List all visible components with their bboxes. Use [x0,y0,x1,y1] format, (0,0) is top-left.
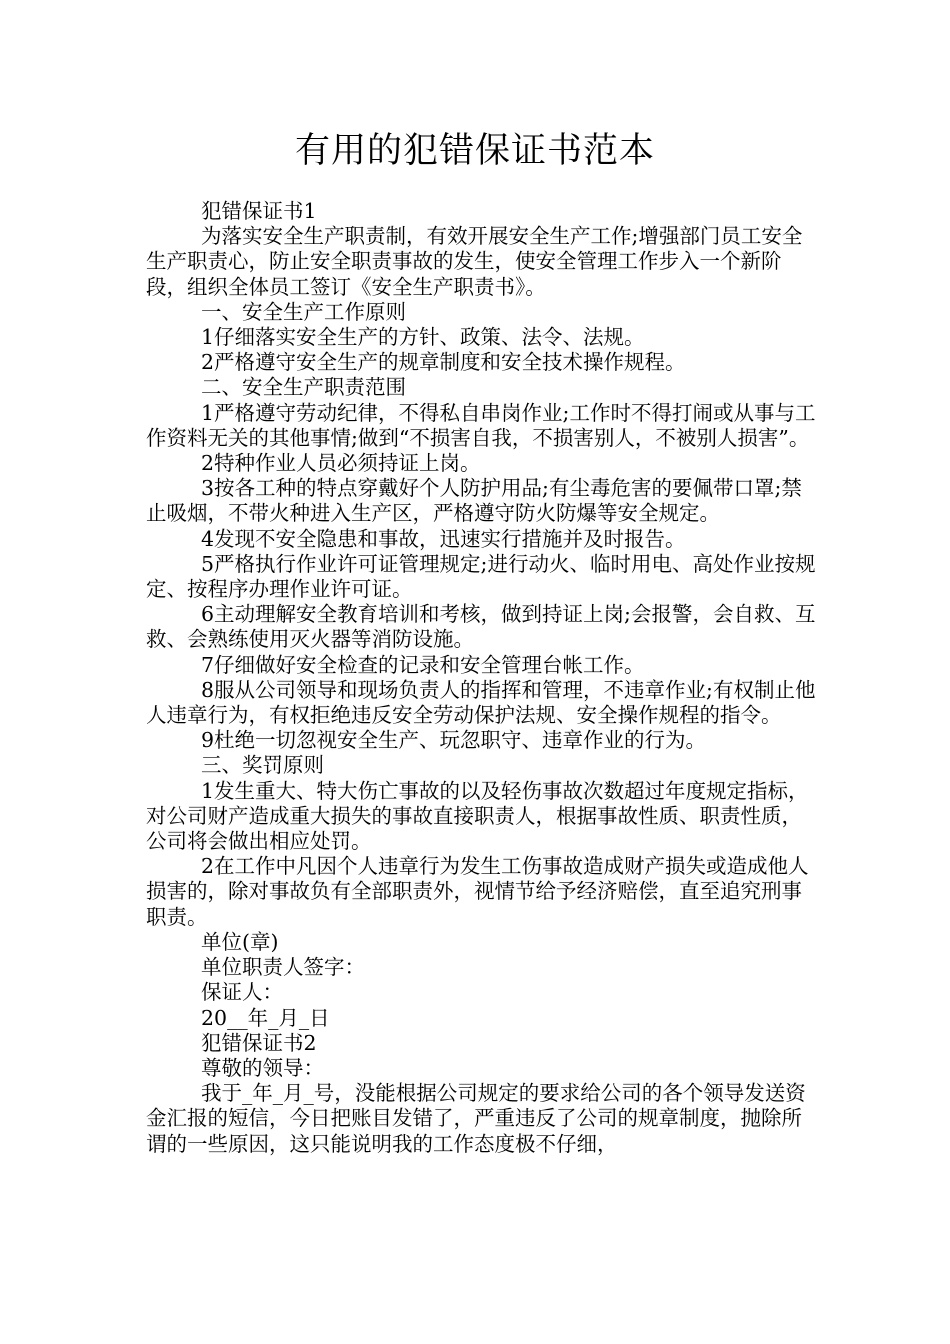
paragraph: 6主动理解安全教育培训和考核，做到持证上岗;会报警，会自救、互救、会熟练使用灭火器等消防设施。 [146,602,816,652]
paragraph: 2严格遵守安全生产的规章制度和安全技术操作规程。 [201,350,686,375]
signature-responsible: 单位职责人签字： [201,955,365,980]
signature-unit: 单位(章) [201,929,279,954]
paragraph: 我于_年_月_号，没能根据公司规定的要求给公司的各个领导发送资金汇报的短信，今日把账目发错了，严重违反了公司的规章制度，抛除所谓的一些原因，这只能说明我的工作态度极不仔细， [146,1081,806,1156]
paragraph: 1严格遵守劳动纪律，不得私自串岗作业;工作时不得打闹或从事与工作资料无关的其他事情;做到“不损害自我，不损害别人，不被别人损害”。 [146,400,816,450]
salutation: 尊敬的领导： [201,1055,324,1080]
section-heading: 一、安全生产工作原则 [201,299,406,324]
signature-guarantor: 保证人： [201,980,283,1005]
document-body [146,199,822,1157]
paragraph: 1发生重大、特大伤亡事故的以及轻伤事故次数超过年度规定指标，对公司财产造成重大损失的事故直接职责人，根据事故性质、职责性质，公司将会做出相应处罚。 [146,778,809,854]
paragraph: 3按各工种的特点穿戴好个人防护用品;有尘毒危害的要佩带口罩;禁止吸烟，不带火种进入生产区，严格遵守防火防爆等安全规定。 [146,476,802,526]
paragraph: 2特种作业人员必须持证上岗。 [201,451,481,476]
paragraph: 2在工作中凡因个人违章行为发生工伤事故造成财产损失或造成他人损害的，除对事故负有全部职责外，视情节给予经济赔偿，直至追究刑事职责。 [146,854,809,929]
paragraph: 8服从公司领导和现场负责人的指挥和管理，不违章作业;有权制止他人违章行为，有权拒绝违反安全劳动保护法规、安全操作规程的指令。 [146,677,816,728]
paragraph: 犯错保证书2 [201,1030,317,1055]
paragraph: 5严格执行作业许可证管理规定;进行动火、临时用电、高处作业按规定、按程序办理作业许可证。 [146,551,816,602]
paragraph: 7仔细做好安全检查的记录和安全管理台帐工作。 [201,652,645,677]
signature-date: 20__年_月_日 [201,1005,330,1030]
document-title: 有用的犯错保证书范本 [294,131,655,171]
paragraph: 1仔细落实安全生产的方针、政策、法令、法规。 [201,325,645,350]
paragraph: 为落实安全生产职责制，有效开展安全生产工作;增强部门员工安全生产职责心，防止安全职责事故的发生，使安全管理工作步入一个新阶段，组织全体员工签订《安全生产职责书》。 [146,224,803,299]
section-heading: 三、奖罚原则 [201,753,324,778]
paragraph: 犯错保证书1 [201,199,317,223]
paragraph: 4发现不安全隐患和事故，迅速实行措施并及时报告。 [201,526,686,551]
section-heading: 二、安全生产职责范围 [201,375,406,400]
paragraph: 9杜绝一切忽视安全生产、玩忽职守、违章作业的行为。 [201,728,707,753]
